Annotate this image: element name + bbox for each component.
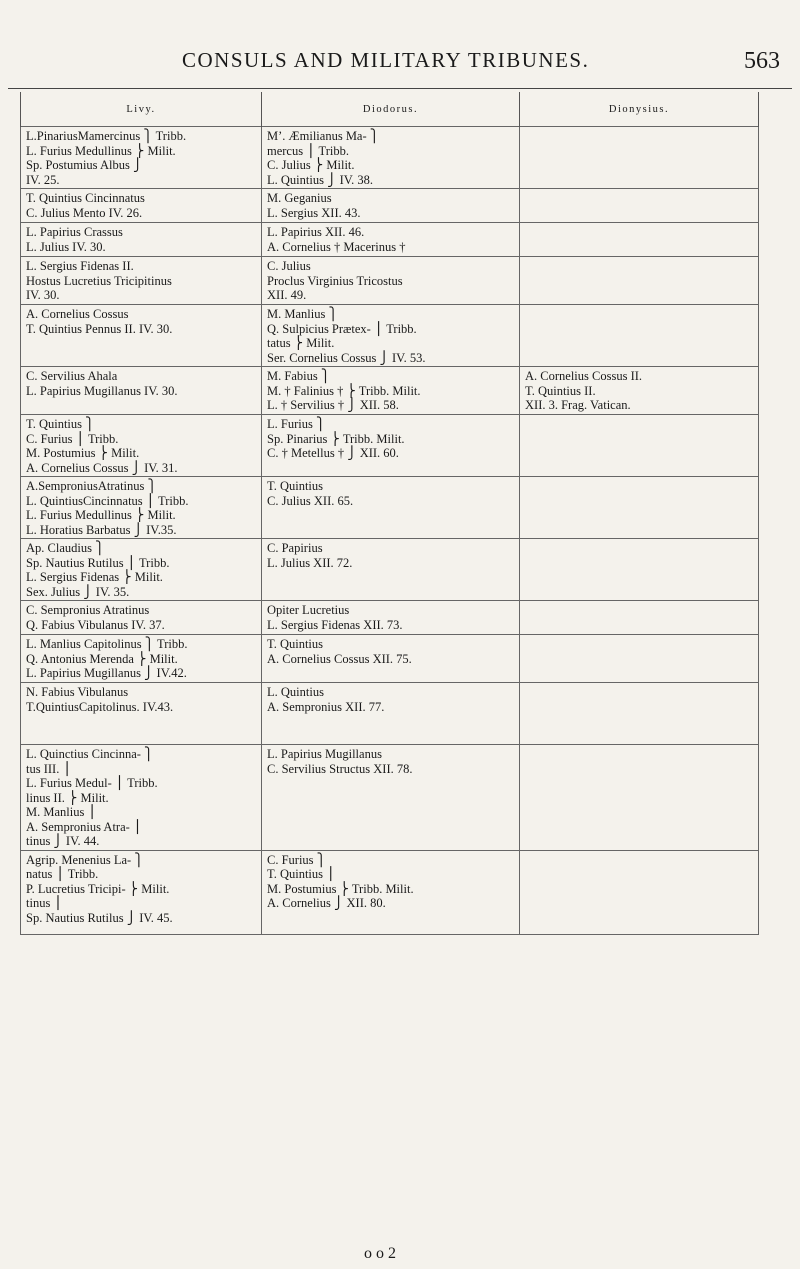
- entry-line: L. Horatius Barbatus ⎭ IV.35.: [26, 522, 177, 537]
- entry-line: Opiter Lucretius: [267, 603, 350, 617]
- table-row: [21, 223, 759, 257]
- entry-line: M. Postumius ⎬ Milit.: [26, 446, 140, 460]
- entry-line: L. Sergius Fidenas XII. 73.: [267, 617, 403, 632]
- cell-livy: [21, 477, 262, 539]
- entry-line: C. Furius ⎫: [267, 852, 327, 867]
- cell-dionysius: [520, 127, 759, 189]
- cell-diodorus: [262, 477, 520, 539]
- entry-line: P. Lucretius Tricipi- ⎬ Milit.: [26, 881, 170, 896]
- cell-dionysius: [520, 539, 759, 601]
- cell-dionysius: [520, 850, 759, 934]
- entry-line: Agrip. Menenius La- ⎫: [26, 852, 144, 867]
- column-header-diodorus: Diodorus.: [262, 92, 520, 127]
- entry-line: C. Julius Mento IV. 26.: [26, 205, 143, 220]
- entry-line: L. Sergius XII. 43.: [267, 205, 361, 220]
- cell-dionysius: [520, 601, 759, 635]
- entry-line: C. Sempronius Atratinus: [26, 603, 150, 617]
- cell-diodorus: [262, 635, 520, 683]
- entry-line: Sp. Nautius Rutilus ⎭ IV. 45.: [26, 910, 173, 925]
- entry-line: Sp. Pinarius ⎬ Tribb. Milit.: [267, 431, 405, 446]
- table-row: [21, 367, 759, 415]
- entry-line: A. Cornelius Cossus: [26, 307, 129, 321]
- cell-diodorus: [262, 367, 520, 415]
- entry-line: A.SemproniusAtratinus ⎫: [26, 479, 157, 493]
- entry-line: M. † Falinius † ⎬ Tribb. Milit.: [267, 383, 421, 398]
- entry-line: L. Manlius Capitolinus ⎫ Tribb.: [26, 637, 188, 651]
- table-row: [21, 477, 759, 539]
- cell-livy: [21, 257, 262, 305]
- cell-livy: [21, 539, 262, 601]
- entry-line: T. Quintius ⎪: [267, 867, 336, 881]
- entry-line: Proclus Virginius Tricostus: [267, 273, 403, 288]
- entry-line: C. Furius ⎪ Tribb.: [26, 431, 119, 446]
- entry-line: L. Quintius: [267, 685, 324, 699]
- entry-line: N. Fabius Vibulanus: [26, 685, 129, 699]
- table-row: [21, 257, 759, 305]
- entry-line: M. Postumius ⎬ Tribb. Milit.: [267, 881, 414, 896]
- entry-line: linus II. ⎬ Milit.: [26, 790, 109, 805]
- cell-livy: [21, 850, 262, 934]
- entry-line: C. Servilius Structus XII. 78.: [267, 761, 413, 776]
- entry-line: IV. 25.: [26, 172, 60, 187]
- entry-line: T. Quintius ⎫: [26, 417, 95, 431]
- entry-line: L. Quinctius Cincinna- ⎫: [26, 747, 154, 761]
- entry-line: tatus ⎬ Milit.: [267, 336, 335, 350]
- entry-line: L. QuintiusCincinnatus ⎪ Tribb.: [26, 493, 189, 508]
- entry-line: L. Papirius Crassus: [26, 225, 123, 239]
- entry-line: Sp. Nautius Rutilus ⎪ Tribb.: [26, 555, 170, 570]
- entry-line: L. Furius Medul- ⎪ Tribb.: [26, 776, 158, 790]
- cell-dionysius: [520, 257, 759, 305]
- consuls-table: [20, 92, 759, 935]
- cell-diodorus: [262, 601, 520, 635]
- entry-line: A. Cornelius † Macerinus †: [267, 239, 406, 254]
- cell-dionysius: [520, 415, 759, 477]
- table-header-row: [21, 92, 759, 127]
- entry-line: T.QuintiusCapitolinus. IV.43.: [26, 699, 174, 714]
- table-row: [21, 539, 759, 601]
- entry-line: L. Papirius Mugillanus: [267, 747, 382, 761]
- entry-line: A. Sempronius XII. 77.: [267, 699, 385, 714]
- entry-line: Ser. Cornelius Cossus ⎭ IV. 53.: [267, 350, 426, 365]
- entry-line: tinus ⎭ IV. 44.: [26, 834, 100, 848]
- cell-diodorus: [262, 305, 520, 367]
- cell-dionysius: [520, 223, 759, 257]
- entry-line: C. Julius XII. 65.: [267, 493, 354, 508]
- entry-line: Q. Antonius Merenda ⎬ Milit.: [26, 651, 178, 666]
- cell-livy: [21, 683, 262, 745]
- cell-livy: [21, 305, 262, 367]
- cell-livy: [21, 601, 262, 635]
- cell-dionysius: [520, 367, 759, 415]
- entry-line: L. Papirius XII. 46.: [267, 225, 365, 239]
- entry-line: C. Servilius Ahala: [26, 369, 118, 383]
- cell-dionysius: [520, 305, 759, 367]
- entry-line: T. Quintius: [267, 637, 324, 651]
- entry-line: L. † Servilius † ⎭ XII. 58.: [267, 398, 399, 412]
- entry-line: T. Quintius Pennus II. IV. 30.: [26, 321, 173, 336]
- entry-line: L. Papirius Mugillanus ⎭ IV.42.: [26, 666, 187, 680]
- cell-diodorus: [262, 257, 520, 305]
- cell-dionysius: [520, 477, 759, 539]
- table-row: [21, 745, 759, 851]
- entry-line: L. Sergius Fidenas ⎬ Milit.: [26, 570, 163, 584]
- entry-line: Hostus Lucretius Tricipitinus: [26, 273, 172, 288]
- entry-line: L. Sergius Fidenas II.: [26, 259, 134, 273]
- entry-line: L. Papirius Mugillanus IV. 30.: [26, 383, 178, 398]
- cell-diodorus: [262, 415, 520, 477]
- entry-line: XII. 3. Frag. Vatican.: [525, 398, 631, 412]
- table-row: [21, 189, 759, 223]
- table-row: [21, 415, 759, 477]
- entry-line: L. Furius ⎫: [267, 417, 326, 431]
- cell-dionysius: [520, 745, 759, 851]
- cell-dionysius: [520, 683, 759, 745]
- entry-line: C. Julius ⎬ Milit.: [267, 158, 355, 172]
- entry-line: C. Julius: [267, 259, 311, 273]
- entry-line: M’. Æmilianus Ma- ⎫: [267, 129, 380, 143]
- column-header-livy: Livy.: [21, 92, 262, 127]
- entry-line: L. Julius XII. 72.: [267, 555, 353, 570]
- entry-line: Q. Sulpicius Prætex- ⎪ Tribb.: [267, 321, 417, 336]
- cell-livy: [21, 745, 262, 851]
- entry-line: L. Julius IV. 30.: [26, 239, 106, 254]
- table-row: [21, 601, 759, 635]
- entry-line: mercus ⎪ Tribb.: [267, 143, 349, 158]
- entry-line: M. Geganius: [267, 191, 332, 205]
- entry-line: M. Manlius ⎪: [26, 805, 97, 819]
- entry-line: Sp. Postumius Albus ⎭: [26, 158, 143, 172]
- entry-line: A. Cornelius Cossus II.: [525, 369, 643, 383]
- table-row: [21, 850, 759, 934]
- cell-diodorus: [262, 223, 520, 257]
- signature-mark: o o 2: [364, 1245, 396, 1262]
- cell-dionysius: [520, 189, 759, 223]
- entry-line: L.PinariusMamercinus ⎫ Tribb.: [26, 129, 187, 143]
- entry-line: M. Manlius ⎫: [267, 307, 338, 321]
- cell-diodorus: [262, 683, 520, 745]
- cell-livy: [21, 367, 262, 415]
- cell-livy: [21, 415, 262, 477]
- table-row: [21, 127, 759, 189]
- entry-line: A. Cornelius Cossus XII. 75.: [267, 651, 412, 666]
- cell-diodorus: [262, 127, 520, 189]
- entry-line: T. Quintius II.: [525, 383, 596, 398]
- cell-livy: [21, 127, 262, 189]
- entry-line: Q. Fabius Vibulanus IV. 37.: [26, 617, 165, 632]
- cell-livy: [21, 635, 262, 683]
- entry-line: Sex. Julius ⎭ IV. 35.: [26, 584, 130, 599]
- cell-dionysius: [520, 635, 759, 683]
- cell-diodorus: [262, 189, 520, 223]
- cell-livy: [21, 223, 262, 257]
- column-header-dionysius: Dionysius.: [520, 92, 759, 127]
- entry-line: A. Cornelius Cossus ⎭ IV. 31.: [26, 460, 178, 475]
- table-row: [21, 635, 759, 683]
- table-body: [21, 127, 759, 935]
- entry-line: IV. 30.: [26, 288, 60, 302]
- running-title: CONSULS AND MILITARY TRIBUNES.: [182, 48, 590, 72]
- entry-line: C. Papirius: [267, 541, 323, 555]
- table-row: [21, 305, 759, 367]
- page-number: 563: [744, 48, 780, 74]
- entry-line: M. Fabius ⎫: [267, 369, 331, 383]
- entry-line: natus ⎪ Tribb.: [26, 867, 99, 881]
- entry-line: Ap. Claudius ⎫: [26, 541, 105, 555]
- entry-line: C. † Metellus † ⎭ XII. 60.: [267, 446, 399, 460]
- entry-line: tus III. ⎪: [26, 761, 72, 776]
- table-row: [21, 683, 759, 745]
- entry-line: T. Quintius Cincinnatus: [26, 191, 145, 205]
- header-rule: [8, 88, 792, 89]
- entry-line: XII. 49.: [267, 288, 307, 302]
- cell-diodorus: [262, 539, 520, 601]
- entry-line: A. Sempronius Atra- ⎪: [26, 819, 143, 834]
- cell-diodorus: [262, 850, 520, 934]
- cell-diodorus: [262, 745, 520, 851]
- entry-line: L. Quintius ⎭ IV. 38.: [267, 172, 374, 187]
- entry-line: T. Quintius: [267, 479, 324, 493]
- page-header: [0, 48, 800, 78]
- entry-line: L. Furius Medullinus ⎬ Milit.: [26, 143, 176, 158]
- entry-line: tinus ⎪: [26, 896, 63, 910]
- entry-line: L. Furius Medullinus ⎬ Milit.: [26, 508, 176, 522]
- entry-line: A. Cornelius ⎭ XII. 80.: [267, 896, 386, 910]
- cell-livy: [21, 189, 262, 223]
